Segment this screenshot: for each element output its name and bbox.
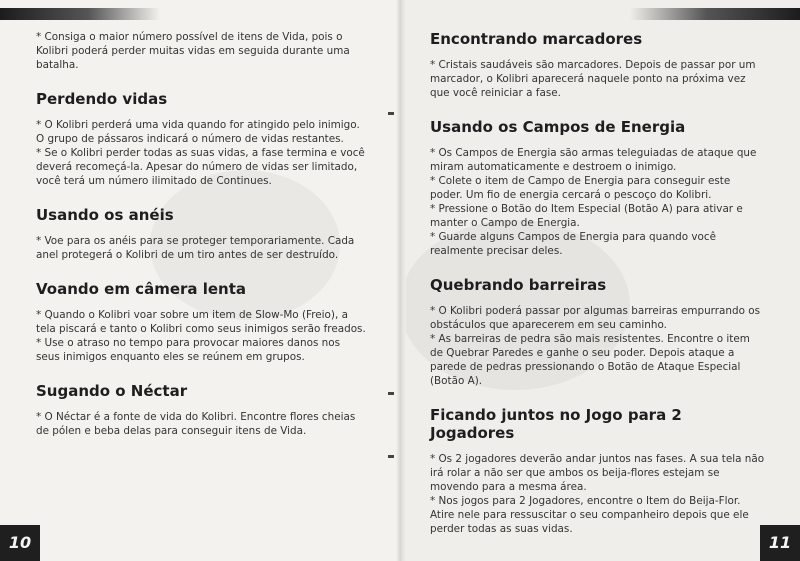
section-heading: Sugando o Néctar (36, 382, 188, 400)
paragraph: * O Néctar é a fonte de vida do Kolibri. Encontre flores cheias de pólen e beba delas para conseguir itens de Vida. (36, 411, 356, 437)
paragraph: * O Kolibri poderá passar por algumas barreiras empurrando os obstáculos que aparecerem em seu caminho. (430, 305, 761, 331)
paragraph: * Quando o Kolibri voar sobre um item de Slow-Mo (Freio), a tela piscará e tanto o Kolibri como seus inimigos serão freados. (36, 309, 366, 335)
paragraph: * Os Campos de Energia são armas teleguiadas de ataque que miram automaticamente e destroem o inimigo. (430, 147, 757, 173)
paragraph: * Consiga o maior número possível de itens de Vida, pois o Kolibri poderá perder muitas vidas em seguida durante uma batalha. (36, 31, 350, 71)
right-page (400, 0, 800, 561)
paragraph: * Nos jogos para 2 Jogadores, encontre o Item do Beija-Flor. Atire nele para ressuscitar o seu companheiro depois que ele perder todas as suas vidas. (430, 495, 749, 535)
header-stripe (0, 8, 160, 20)
page-number-box (760, 525, 800, 561)
paragraph: * Pressione o Botão do Item Especial (Botão A) para ativar e manter o Campo de Energia. (430, 203, 743, 229)
paragraph: * Cristais saudáveis são marcadores. Depois de passar por um marcador, o Kolibri aparecerá naquele ponto na próxima vez que você reiniciar a fase. (430, 59, 756, 99)
section-heading: Ficando juntos no Jogo para 2 Jogadores (430, 406, 682, 442)
binding-mark (388, 112, 394, 115)
page-number: 11 (768, 533, 792, 552)
book-gutter (396, 0, 406, 561)
paragraph: * Voe para os anéis para se proteger temporariamente. Cada anel protegerá o Kolibri de um tiro antes de ser destruído. (36, 235, 355, 261)
section-heading: Quebrando barreiras (430, 276, 607, 294)
page-number-box (0, 525, 40, 561)
header-stripe (630, 8, 800, 20)
paragraph: * Se o Kolibri perder todas as suas vidas, a fase termina e você deverá recomeçá-la. Apesar do número de vidas ser limitado, você terá um número ilimitado de Continues. (36, 147, 365, 187)
section-heading: Perdendo vidas (36, 90, 168, 108)
paragraph: * As barreiras de pedra são mais resistentes. Encontre o item de Quebrar Paredes e ganhe o seu poder. Depois ataque a parede de pedras pressionando o Botão de Ataque Especial (Botão A). (430, 333, 750, 387)
left-column (36, 30, 366, 438)
paragraph: * O Kolibri perderá uma vida quando for atingido pelo inimigo. O grupo de pássaros indicará o número de vidas restantes. (36, 119, 360, 145)
page-number: 10 (8, 533, 32, 552)
paragraph: * Os 2 jogadores deverão andar juntos nas fases. A sua tela não irá rolar a não ser que ambos os beija-flores estejam se movendo para a mesma área. (430, 453, 765, 493)
section-heading: Usando os Campos de Energia (430, 118, 686, 136)
paragraph: * Colete o item de Campo de Energia para conseguir este poder. Um fio de energia cercará o pescoço do Kolibri. (430, 175, 731, 201)
paragraph: * Use o atraso no tempo para provocar maiores danos nos seus inimigos enquanto eles se reúnem em grupos. (36, 337, 341, 363)
paragraph: * Guarde alguns Campos de Energia para quando você realmente precisar deles. (430, 231, 717, 257)
binding-mark (388, 455, 394, 458)
section-heading: Voando em câmera lenta (36, 280, 247, 298)
binding-mark (388, 392, 394, 395)
section-heading: Usando os anéis (36, 206, 174, 224)
section-heading: Encontrando marcadores (430, 30, 643, 48)
right-column (430, 30, 765, 536)
